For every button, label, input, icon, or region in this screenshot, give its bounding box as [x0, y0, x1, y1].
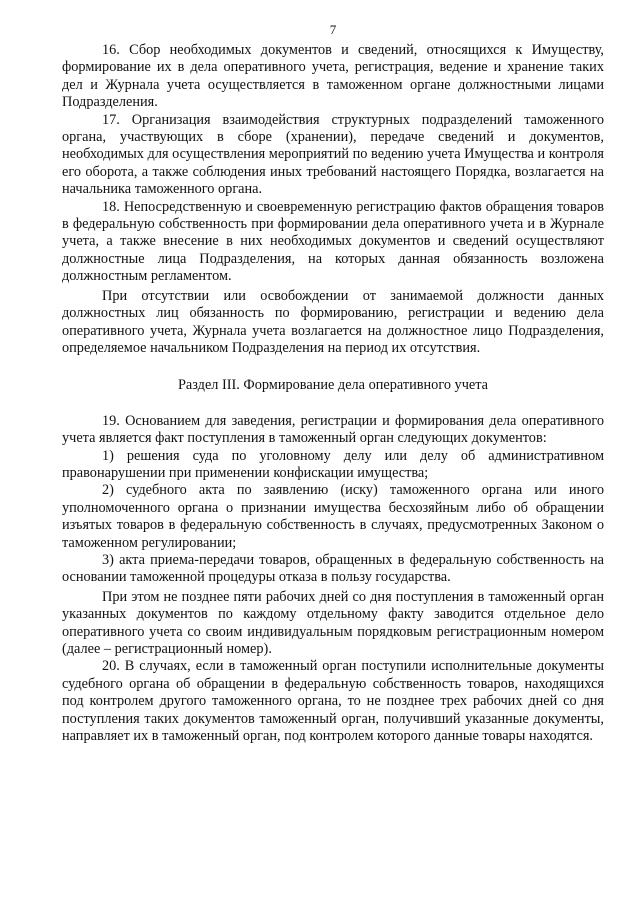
page-number: 7 — [329, 22, 337, 37]
paragraph-17: 17. Организация взаимодействия структурных подразделений таможенного органа, участвующих в сборе (хранении), передаче сведений и документов, необходимых для осуществления мероприятий по ведению учета Имущества и контроля его оборота, а также соблюдения иных требований настоящего Порядка, возлагается на начальника таможенного органа. — [62, 111, 604, 198]
paragraph-19: 19. Основанием для заведения, регистрации и формирования дела оперативного учета является факт поступления в таможенный орган следующих документов: — [62, 412, 604, 447]
paragraph-19-item-2: 2) судебного акта по заявлению (иску) таможенного органа или иного уполномоченного органа о признании имущества бесхозяйным либо об обращении изъятых товаров в федеральную собственность в случаях, предусмотренных Законом о таможенном регулировании; — [62, 482, 604, 551]
paragraph-19-item-1: 1) решения суда по уголовному делу или делу об административном правонарушении при применении конфискации имущества; — [62, 447, 604, 481]
paragraph-19-item-3: 3) акта приема-передачи товаров, обращенных в федеральную собственность на основании таможенной процедуры отказа в пользу государства. — [62, 551, 604, 586]
paragraph-20: 20. В случаях, если в таможенный орган поступили исполнительные документы судебного органа об обращении в федеральную собственность товаров, находящихся под контролем другого таможенного органа, то не позднее трех рабочих дней со дня поступления таких документов таможенный орган, получивший указанные документы, направляет их в таможенный орган, под контролем которого данные товары находятся. — [62, 658, 604, 745]
paragraph-18-absence: При отсутствии или освобождении от занимаемой должности данных должностных лиц обязанность по формированию, регистрации и ведению дела оперативного учета, Журнала учета возлагается на должностное лицо Подразделения, определяемое начальником Подразделения на период их отсутствия. — [62, 287, 604, 356]
paragraph-18: 18. Непосредственную и своевременную регистрацию фактов обращения товаров в федеральную собственность при формировании дела оперативного учета и в Журнале учета, а также внесение в них необходимых документов и сведений осуществляют должностные лица Подразделения, на которых данная обязанность возложена должностным регламентом. — [62, 198, 604, 285]
section-heading: Раздел III. Формирование дела оперативного учета — [177, 377, 489, 394]
paragraph-19-deadline: При этом не позднее пяти рабочих дней со дня поступления в таможенный орган указанных документов по каждому отдельному факту заводится отдельное дело оперативного учета со своим индивидуальным порядковым регистрационным номером (далее – регистрационный номер). — [62, 588, 604, 657]
paragraph-16: 16. Сбор необходимых документов и сведений, относящихся к Имуществу, формирование их в дела оперативного учета, регистрация, ведение и хранение таких дел и Журнала учета осуществляется в таможенном органе должностными лицами Подразделения. — [62, 42, 604, 111]
